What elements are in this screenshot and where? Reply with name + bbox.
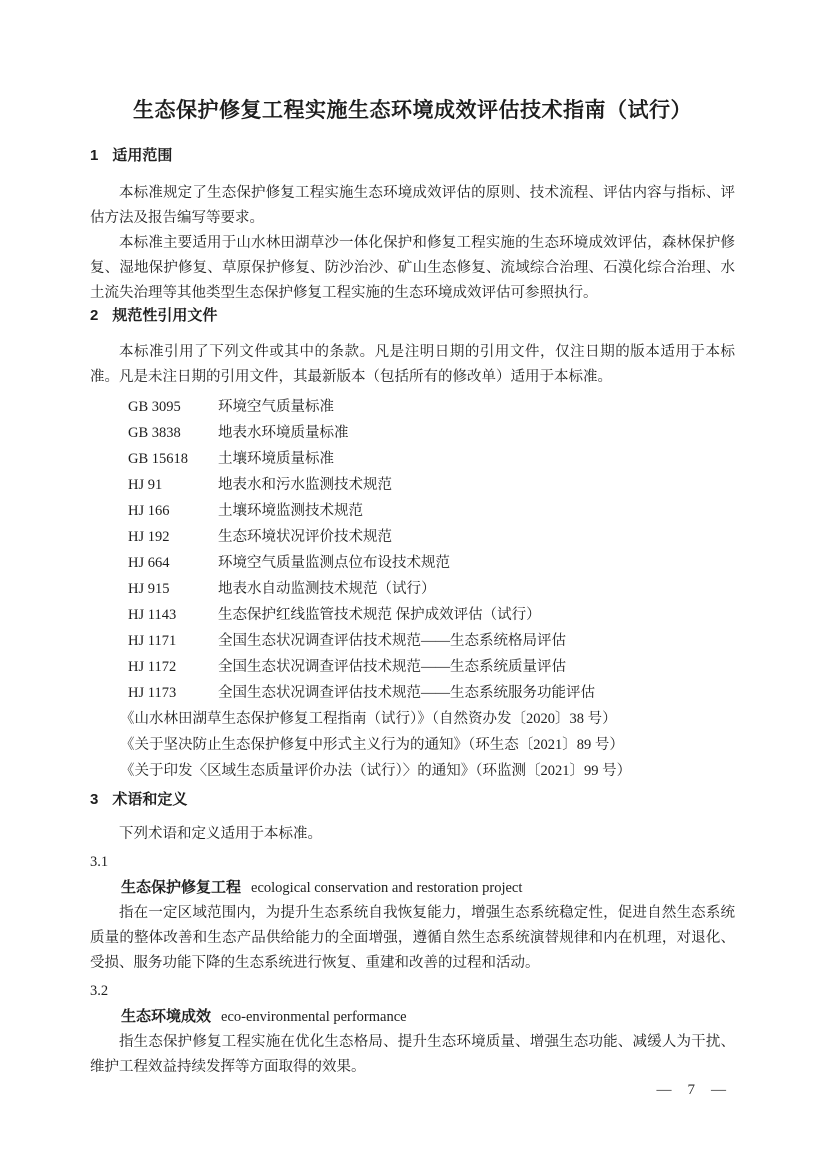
reference-title: 环境空气质量监测点位布设技术规范 <box>218 555 450 571</box>
reference-code: GB 15618 <box>128 451 189 467</box>
reference-title: 地表水自动监测技术规范（试行） <box>218 581 436 597</box>
reference-item <box>90 446 735 472</box>
term-english: ecological conservation and restoration project <box>251 880 523 896</box>
page-number <box>657 1082 727 1098</box>
page-number-dash-left: — <box>656 1082 672 1098</box>
term-block-3-1 <box>90 849 735 976</box>
reference-item <box>90 472 735 498</box>
page-number-value: 7 <box>687 1082 695 1098</box>
reference-item <box>90 550 735 576</box>
section-2-title: 规范性引用文件 <box>112 307 218 324</box>
reference-code: HJ 192 <box>128 529 170 545</box>
reference-title: 全国生态状况调查评估技术规范——生态系统服务功能评估 <box>218 685 595 701</box>
reference-title: 地表水和污水监测技术规范 <box>218 477 392 493</box>
section-3-title: 术语和定义 <box>112 791 188 808</box>
reference-code: HJ 1173 <box>128 685 177 701</box>
section-2-number: 2 <box>90 307 99 324</box>
term-chinese: 生态保护修复工程 <box>121 879 242 896</box>
cited-document: 《关于印发〈区域生态质量评价办法（试行）〉的通知》（环监测〔2021〕99 号） <box>120 763 632 779</box>
reference-item <box>90 576 735 602</box>
section-1-paragraph-2: 本标准主要适用于山水林田湖草沙一体化保护和修复工程实施的生态环境成效评估，森林保护修复、湿地保护修复、草原保护修复、防沙治沙、矿山生态修复、流域综合治理、石漠化综合治理、水土流失治理等其他类型生态保护修复工程实施的生态环境成效评估可参照执行。 <box>90 235 735 301</box>
section-1-number: 1 <box>90 147 99 164</box>
reference-title: 全国生态状况调查评估技术规范——生态系统格局评估 <box>218 633 566 649</box>
reference-list <box>90 394 735 706</box>
reference-code: GB 3095 <box>128 399 181 415</box>
reference-item <box>90 628 735 654</box>
section-1-paragraph-1: 本标准规定了生态保护修复工程实施生态环境成效评估的原则、技术流程、评估内容与指标、评估方法及报告编写等要求。 <box>90 185 735 226</box>
reference-code: HJ 1172 <box>128 659 177 675</box>
cited-document-list <box>90 706 735 784</box>
reference-item <box>90 420 735 446</box>
term-number: 3.1 <box>90 854 109 870</box>
reference-item <box>90 524 735 550</box>
reference-title: 土壤环境监测技术规范 <box>218 503 363 519</box>
reference-item <box>90 498 735 524</box>
reference-item <box>90 654 735 680</box>
section-1-title: 适用范围 <box>112 147 173 164</box>
term-heading <box>90 875 735 901</box>
reference-code: HJ 664 <box>128 555 170 571</box>
section-1-heading <box>90 148 735 164</box>
reference-item <box>90 394 735 420</box>
section-2-paragraph-1: 本标准引用了下列文件或其中的条款。凡是注明日期的引用文件，仅注日期的版本适用于本标准。凡是未注日期的引用文件，其最新版本（包括所有的修改单）适用于本标准。 <box>90 344 735 385</box>
term-english: eco-environmental performance <box>221 1009 407 1025</box>
section-3-paragraph-1: 下列术语和定义适用于本标准。 <box>119 826 322 842</box>
section-3-number: 3 <box>90 791 99 808</box>
cited-document: 《山水林田湖草生态保护修复工程指南（试行）》（自然资办发〔2020〕38 号） <box>120 711 617 727</box>
reference-code: HJ 91 <box>128 477 163 493</box>
reference-title: 生态环境状况评价技术规范 <box>218 529 392 545</box>
reference-code: HJ 1143 <box>128 607 177 623</box>
document-title: 生态保护修复工程实施生态环境成效评估技术指南（试行） <box>133 99 692 122</box>
term-definition: 指生态保护修复工程实施在优化生态格局、提升生态环境质量、增强生态功能、减缓人为干扰、维护工程效益持续发挥等方面取得的效果。 <box>90 1034 735 1075</box>
reference-code: HJ 915 <box>128 581 170 597</box>
term-number: 3.2 <box>90 983 109 999</box>
term-block-3-2 <box>90 978 735 1080</box>
section-3-heading <box>90 792 735 808</box>
reference-title: 环境空气质量标准 <box>218 399 334 415</box>
term-heading <box>90 1004 735 1030</box>
section-2-heading <box>90 308 735 324</box>
term-definition: 指在一定区域范围内，为提升生态系统自我恢复能力，增强生态系统稳定性，促进自然生态系统质量的整体改善和生态产品供给能力的全面增强，遵循自然生态系统演替规律和内在机理，对退化、受损、服务功能下降的生态系统进行恢复、重建和改善的过程和活动。 <box>90 905 735 971</box>
reference-title: 土壤环境质量标准 <box>218 451 334 467</box>
reference-code: HJ 166 <box>128 503 170 519</box>
reference-title: 地表水环境质量标准 <box>218 425 349 441</box>
reference-code: GB 3838 <box>128 425 181 441</box>
term-chinese: 生态环境成效 <box>121 1008 212 1025</box>
reference-code: HJ 1171 <box>128 633 177 649</box>
reference-title: 全国生态状况调查评估技术规范——生态系统质量评估 <box>218 659 566 675</box>
cited-document: 《关于坚决防止生态保护修复中形式主义行为的通知》（环生态〔2021〕89 号） <box>120 737 624 753</box>
reference-item <box>90 602 735 628</box>
reference-item <box>90 680 735 706</box>
page-number-dash-right: — <box>711 1082 726 1098</box>
reference-title: 生态保护红线监管技术规范 保护成效评估（试行） <box>218 607 541 623</box>
